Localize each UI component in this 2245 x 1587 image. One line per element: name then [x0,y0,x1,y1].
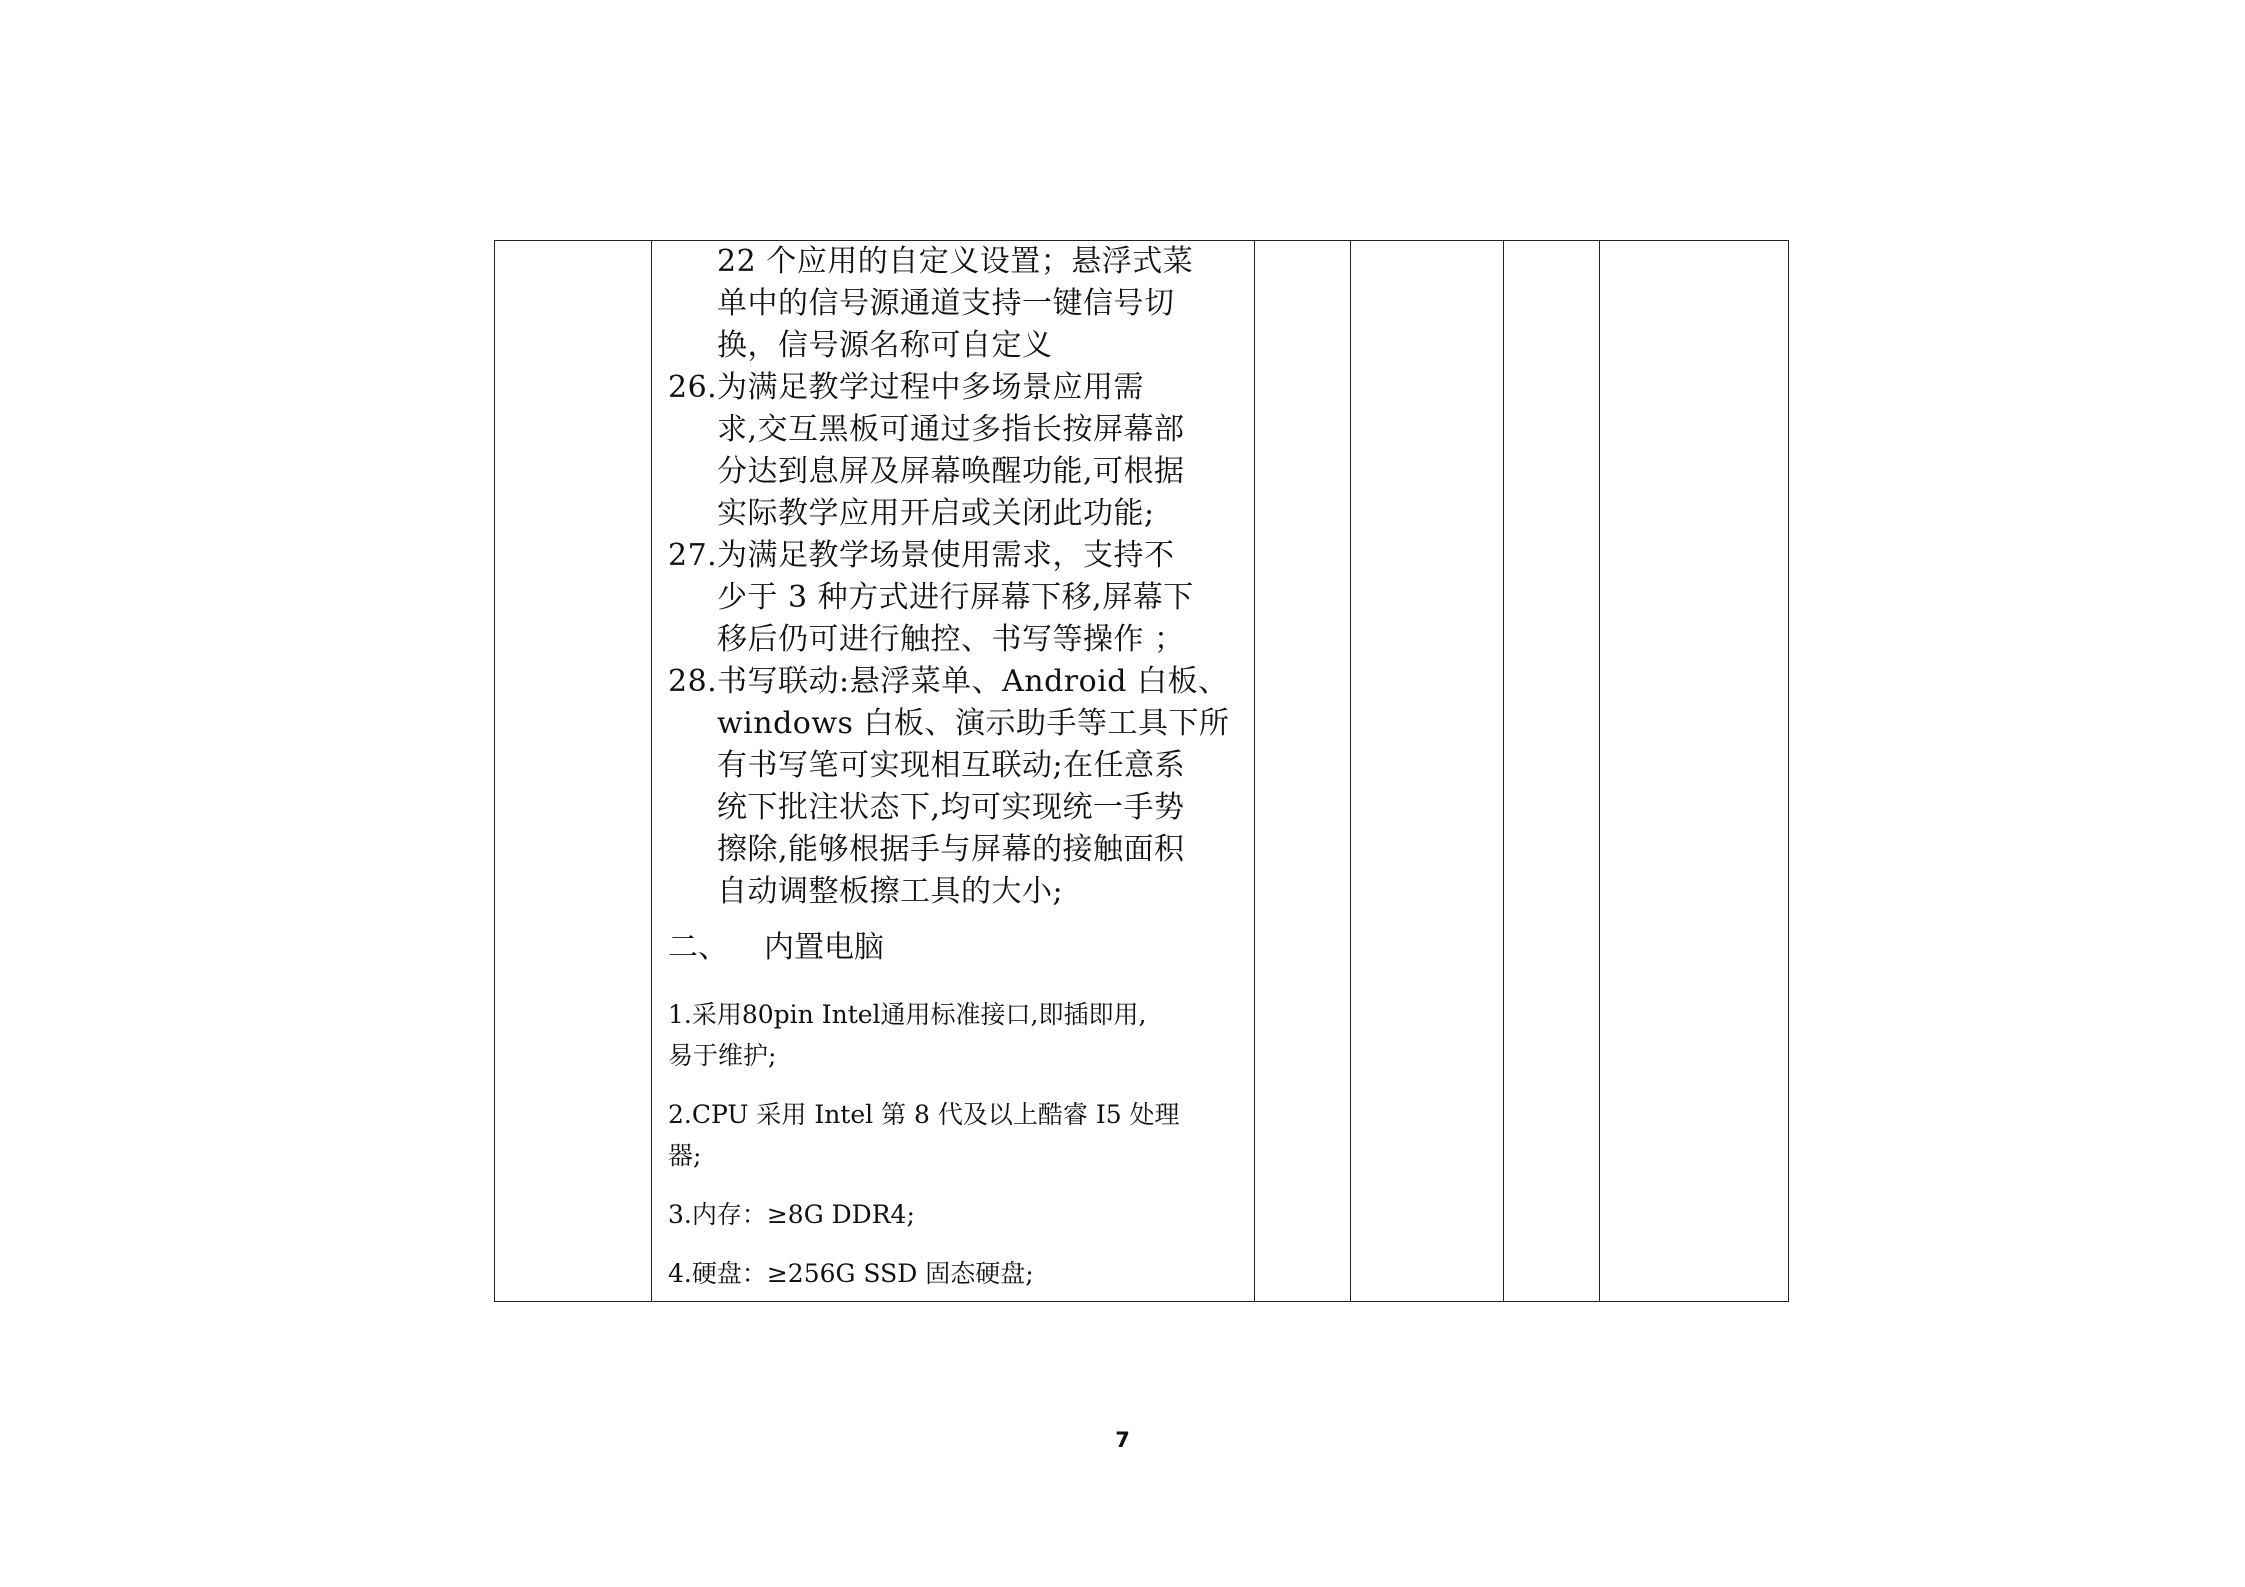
table-cell-index [495,241,652,1302]
list-item [668,535,1244,661]
spec-item [668,994,1244,1076]
spec-item [668,1094,1244,1176]
item-number: 27. [668,538,718,573]
table-row [495,241,1789,1302]
continuation-line: 换，信号源名称可自定义 [717,328,1053,363]
item-line: 有书写笔可实现相互联动;在任意系 [717,748,1186,783]
continuation-block [668,241,1244,367]
spec-line: 1.采用80pin Intel通用标准接口,即插即用, [668,1000,1147,1029]
spec-item [668,1194,1244,1235]
section-heading [668,927,1244,969]
item-line: 统下批注状态下,均可实现统一手势 [717,790,1185,825]
list-item [668,661,1244,913]
table-cell-content [652,241,1255,1302]
item-line: 少于 3 种方式进行屏幕下移,屏幕下 [717,580,1194,615]
item-line: 实际教学应用开启或关闭此功能; [717,496,1155,531]
item-line: 书写联动:悬浮菜单、Android 白板、 [717,664,1229,699]
page-number: 7 [1115,1428,1130,1452]
list-item [668,367,1244,535]
item-line: 分达到息屏及屏幕唤醒功能,可根据 [717,454,1185,489]
spec-table [494,240,1789,1302]
item-line: 为满足教学场景使用需求，支持不 [717,538,1175,573]
item-line: 自动调整板擦工具的大小; [717,874,1064,909]
spec-item [668,1253,1244,1294]
table-cell-empty [1504,241,1600,1302]
item-line: 求,交互黑板可通过多指长按屏幕部 [717,412,1185,447]
spec-line: 3.内存：≥8G DDR4; [668,1200,915,1229]
table-cell-empty [1600,241,1789,1302]
spec-line: 2.CPU 采用 Intel 第 8 代及以上酷睿 I5 处理 [668,1100,1180,1129]
spec-line: 4.硬盘：≥256G SSD 固态硬盘; [668,1259,1034,1288]
spec-line: 易于维护; [668,1041,777,1070]
item-line: 擦除,能够根据手与屏幕的接触面积 [717,832,1185,867]
continuation-line: 22 个应用的自定义设置；悬浮式菜 [717,244,1194,279]
table-cell-empty [1351,241,1504,1302]
spec-line: 器; [668,1141,702,1170]
table-cell-empty [1255,241,1351,1302]
section-title: 内置电脑 [764,930,884,965]
item-line: 为满足教学过程中多场景应用需 [717,370,1144,405]
item-line: windows 白板、演示助手等工具下所 [717,706,1230,741]
item-number: 26. [668,370,718,405]
item-number: 28. [668,664,718,699]
item-line: 移后仍可进行触控、书写等操作 ； [717,622,1185,657]
continuation-line: 单中的信号源通道支持一键信号切 [717,286,1175,321]
section-number: 二、 [668,930,728,965]
